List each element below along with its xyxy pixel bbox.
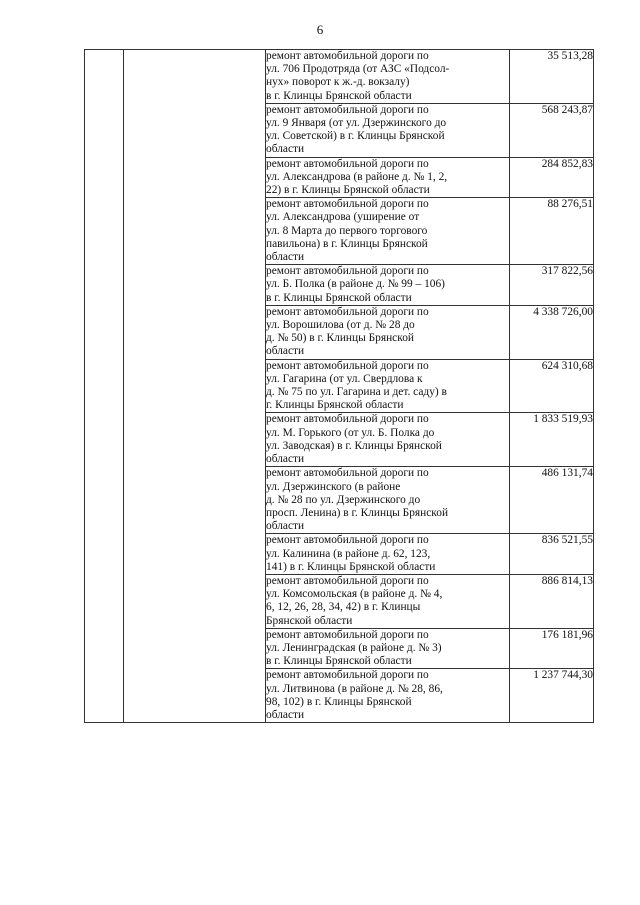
description-line: ул. Литвинова (в районе д. № 28, 86, [266,682,443,695]
description-line: ул. 8 Марта до первого торгового [266,224,428,237]
page-number: 6 [316,22,324,37]
description-line: в г. Клинцы Брянской области [266,89,412,102]
description-line: ул. 706 Продотряда (от АЗС «Подсол- [266,63,450,76]
table-body [85,50,594,723]
work-description-cell [266,467,510,534]
description-line: ул. Гагарина (от ул. Свердлова к [266,372,423,385]
amount-cell: 284 852,83 [510,157,594,198]
description-line: ул. Советской) в г. Клинцы Брянской [266,130,445,143]
description-line: д. № 28 по ул. Дзержинского до [266,493,421,506]
description-line: ул. Александрова (в районе д. № 1, 2, [266,170,448,183]
description-line: ул. М. Горького (от ул. Б. Полка до [266,426,435,439]
description-line: просп. Ленина) в г. Клинцы Брянской [266,506,449,519]
description-line: 141) в г. Клинцы Брянской области [266,560,436,573]
work-description-cell [266,103,510,157]
description-line: ремонт автомобильной дороги по [266,669,429,682]
table-row [85,50,594,104]
description-line: ремонт автомобильной дороги по [266,103,429,116]
description-line: ремонт автомобильной дороги по [266,157,429,170]
work-description-cell [266,265,510,306]
program-column-cell [124,50,266,723]
description-line: ул. Ворошилова (от д. № 28 до [266,319,415,332]
description-line: ремонт автомобильной дороги по [266,628,429,641]
description-line: ремонт автомобильной дороги по [266,265,429,278]
description-line: области [266,251,305,264]
description-line: области [266,520,305,533]
amount-cell: 486 131,74 [510,467,594,534]
description-line: ул. Ленинградская (в районе д. № 3) [266,641,442,654]
description-line: павильона) в г. Клинцы Брянской [266,237,428,250]
description-line: ремонт автомобильной дороги по [266,574,429,587]
description-line: ремонт автомобильной дороги по [266,534,429,547]
description-line: г. Клинцы Брянской области [266,399,404,412]
work-description-cell [266,669,510,723]
description-line: ремонт автомобильной дороги по [266,305,429,318]
expenditure-table [84,49,594,723]
work-description-cell [266,628,510,669]
description-line: ремонт автомобильной дороги по [266,359,429,372]
description-line: нух» поворот к ж.-д. вокзалу) [266,76,410,89]
description-line: 6, 12, 26, 28, 34, 42) в г. Клинцы [266,601,421,614]
description-line: 22) в г. Клинцы Брянской области [266,184,430,197]
work-description-cell [266,534,510,575]
description-line: области [266,143,305,156]
amount-cell: 176 181,96 [510,628,594,669]
description-line: д. № 50) в г. Клинцы Брянской [266,332,414,345]
description-line: ремонт автомобильной дороги по [266,413,429,426]
description-line: в г. Клинцы Брянской области [266,291,412,304]
description-line: д. № 75 по ул. Гагарина и дет. саду) в [266,386,447,399]
amount-cell: 4 338 726,00 [510,305,594,359]
work-description-cell [266,157,510,198]
amount-cell: 317 822,56 [510,265,594,306]
description-line: ремонт автомобильной дороги по [266,467,429,480]
description-line: ремонт автомобильной дороги по [266,198,429,211]
amount-cell: 568 243,87 [510,103,594,157]
amount-cell: 35 513,28 [510,50,594,104]
amount-cell: 88 276,51 [510,198,594,265]
work-description-cell [266,413,510,467]
description-line: Брянской области [266,614,353,627]
description-line: в г. Клинцы Брянской области [266,655,412,668]
description-line: ул. Б. Полка (в районе д. № 99 – 106) [266,278,445,291]
work-description-cell [266,50,510,104]
amount-cell: 1 833 519,93 [510,413,594,467]
work-description-cell [266,574,510,628]
number-column-cell [85,50,124,723]
amount-cell: 1 237 744,30 [510,669,594,723]
work-description-cell [266,359,510,413]
amount-cell: 624 310,68 [510,359,594,413]
description-line: ул. Александрова (уширение от [266,211,420,224]
description-line: ул. Заводская) в г. Клинцы Брянской [266,439,442,452]
work-description-cell [266,198,510,265]
description-line: 98, 102) в г. Клинцы Брянской [266,695,412,708]
amount-cell: 836 521,55 [510,534,594,575]
description-line: ул. Дзержинского (в районе [266,480,401,493]
description-line: ул. Комсомольская (в районе д. № 4, [266,588,443,601]
description-line: области [266,708,305,721]
description-line: области [266,345,305,358]
description-line: ул. 9 Января (от ул. Дзержинского до [266,117,447,130]
amount-cell: 886 814,13 [510,574,594,628]
description-line: ул. Калинина (в районе д. 62, 123, [266,547,431,560]
description-line: области [266,453,305,466]
description-line: ремонт автомобильной дороги по [266,50,429,62]
work-description-cell [266,305,510,359]
